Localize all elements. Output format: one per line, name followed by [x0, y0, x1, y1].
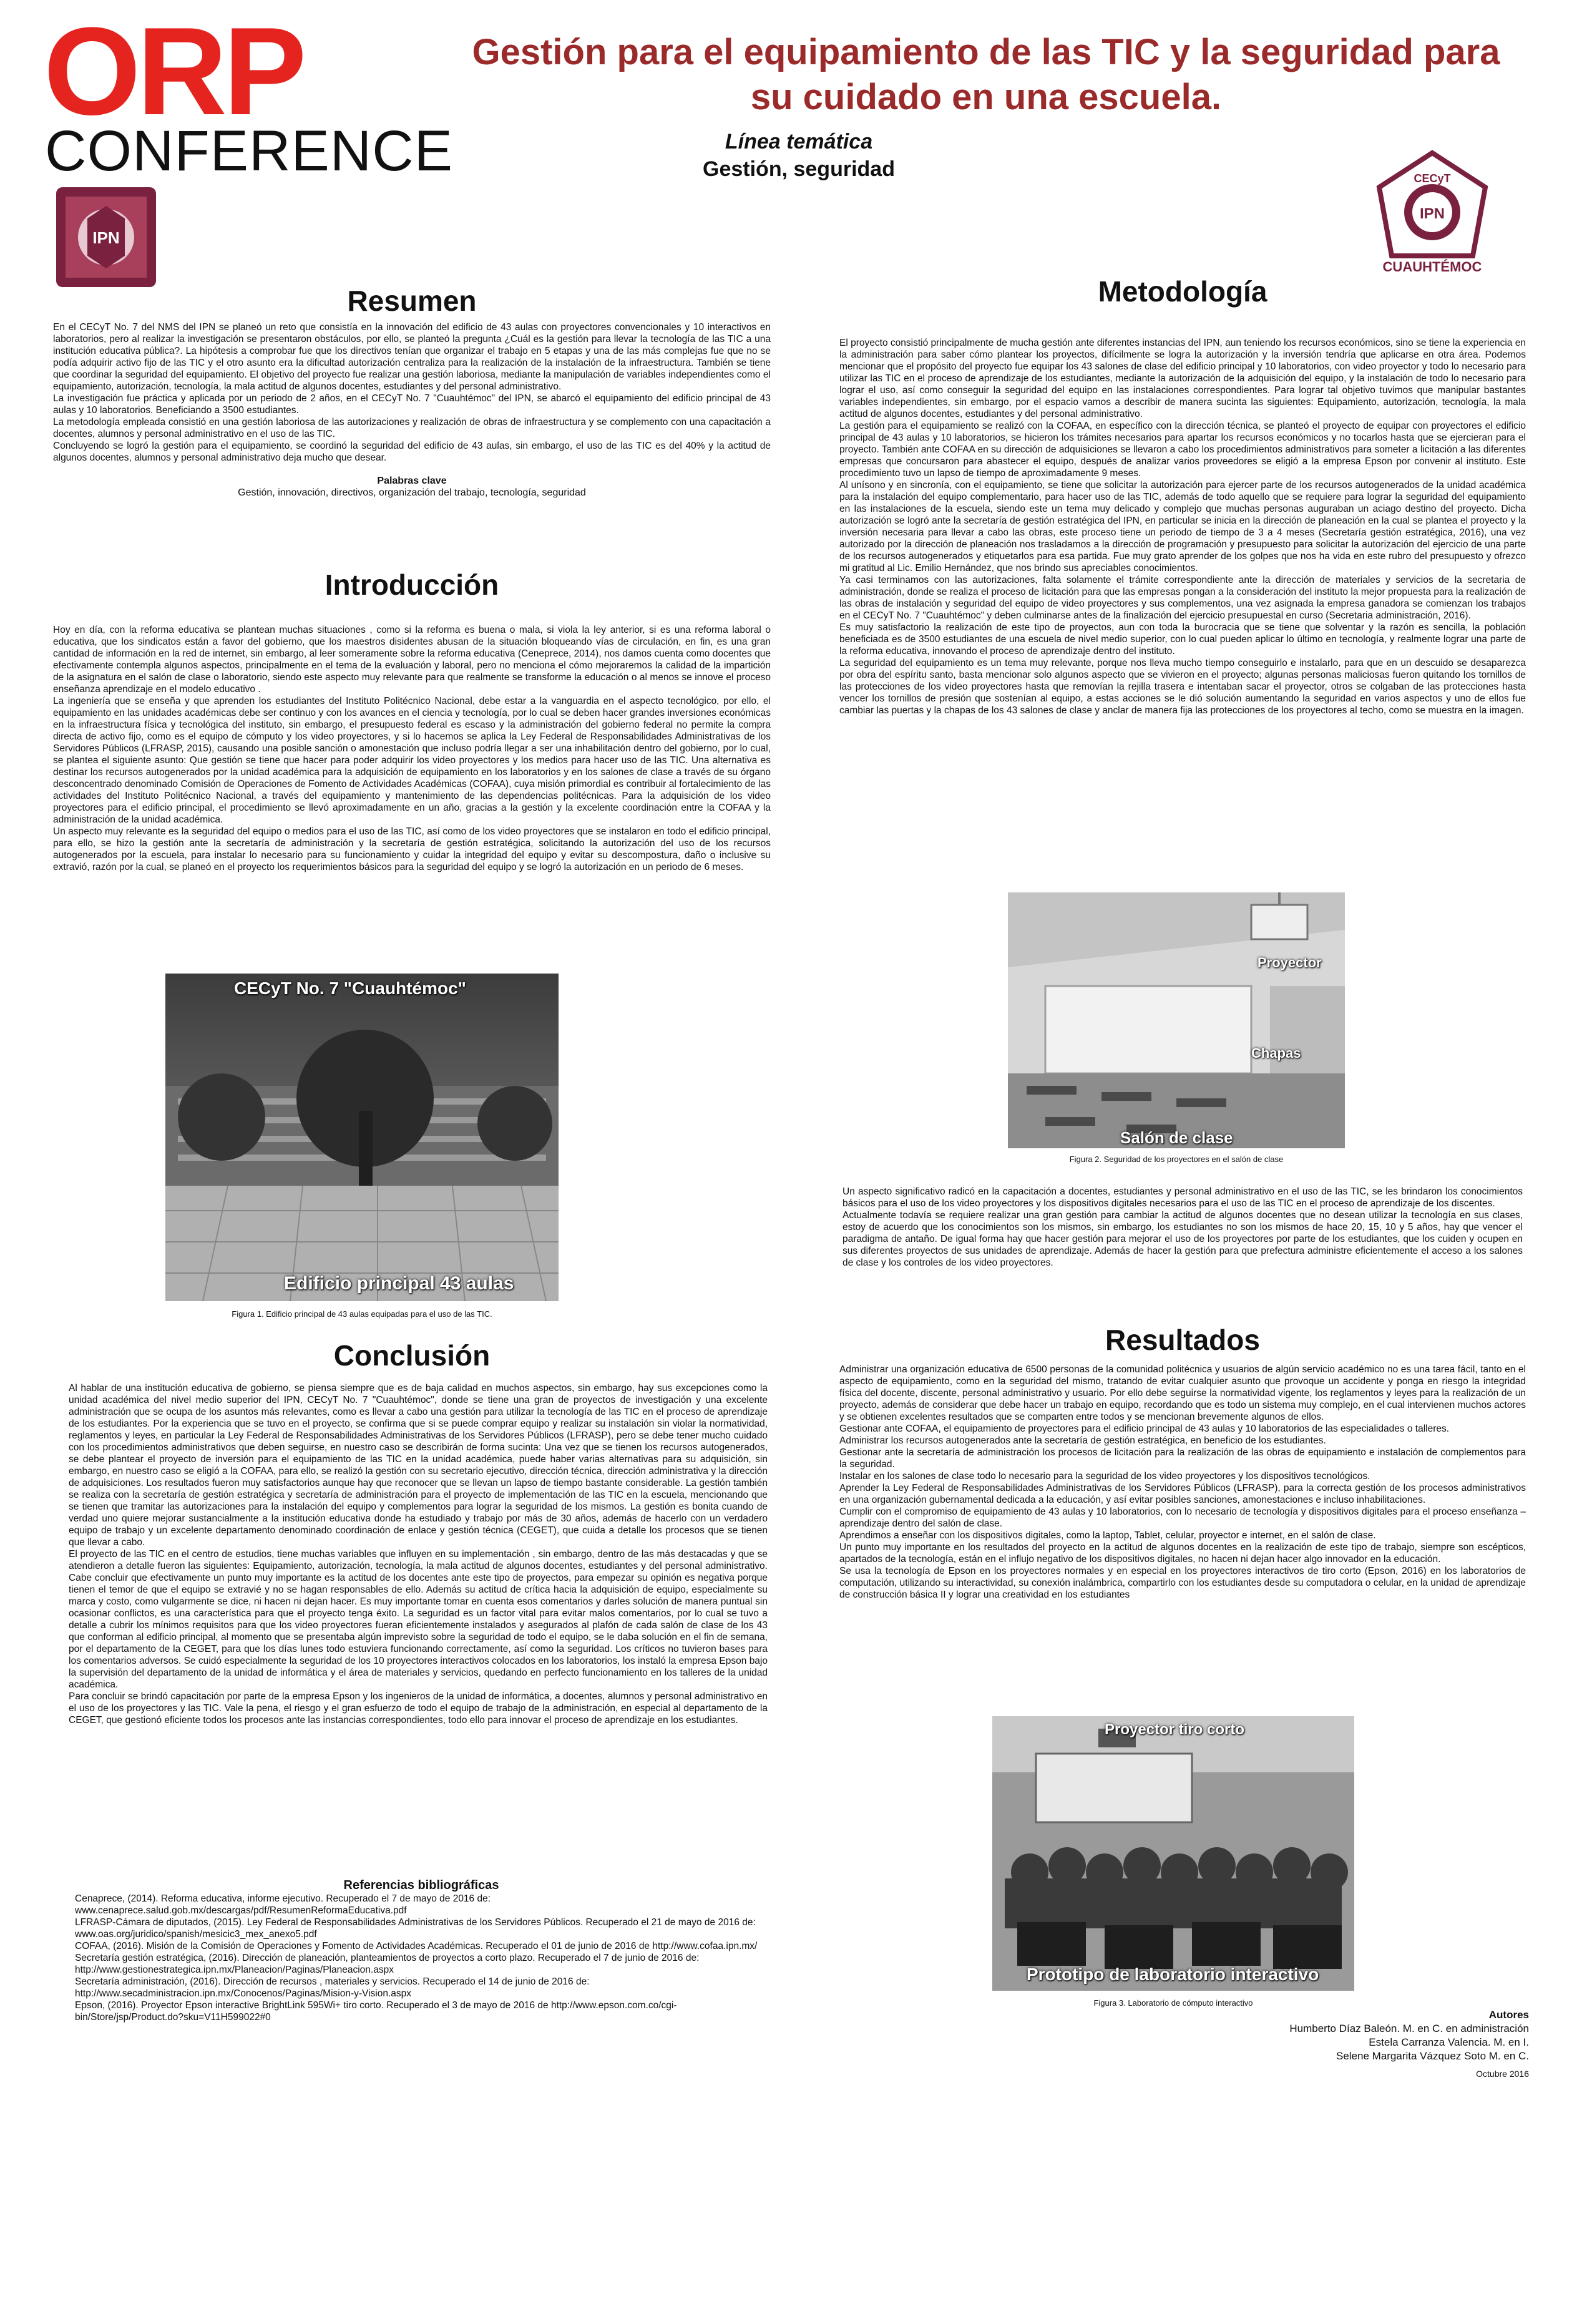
introduccion-paragraph: Un aspecto muy relevante es la seguridad del equipo o medios para el uso de las TIC, así como de los video proyectores que se instalaron en todo el edificio principal, para ello, se hizo la gestión ante la secretaría de administración y la secretaría de gestión estratégica, solicitando la autorización del uso de los recursos autogenerados por la escuela, para instalar lo necesario para su funcionamiento y cuidar la integridad del equipo y evitar su descompostura, daño o inclusive su extravió, razón por la cual, se planeó en el proyecto los requerimientos básicos para la seguridad del equipo y se logró la autorización en un periodo de 6 meses.: [53, 826, 771, 872]
orp-logo: ORP: [44, 2, 303, 141]
figure3-photo: [992, 1716, 1354, 1991]
lab-image: [992, 1716, 1354, 1991]
figure2-label-room: Salón de clase: [1120, 1128, 1233, 1147]
metodologia-paragraph: Ya casi terminamos con las autorizaciones, falta solamente el trámite correspondiente ante la dirección de materiales y servicios de la secretaria de administración, donde se realiza el proceso de licitación para que las empresas pongan a la consideración del instituto la mejor propuesta para la realización de las obras de instalación y seguridad del equipo de video proyectores y sus complementos, una vez asignada la empresa ganadora se comienzan los trabajos en el CECyT No. 7 "Cuauhtémoc" y deben culminarse antes de la finalización del ejercicio presupuestal en curso (Secretaria administración, 2016).: [839, 575, 1526, 621]
resultados-paragraph: Administrar los recursos autogenerados ante la secretaría de gestión estratégica, en beneficio de los estudiantes.: [839, 1435, 1326, 1446]
figure1-label-top: CECyT No. 7 "Cuauhtémoc": [234, 979, 466, 998]
svg-text:CECyT: CECyT: [1414, 172, 1451, 185]
authors-heading: Autores: [1488, 2009, 1529, 2021]
reference-item: Secretaría administración, (2016). Dirección de recursos , materiales y servicios. Recuperado el 14 de junio de 2016 de: http://www.secadministracion.ipn.mx/Conocenos/Paginas/Mision-y-Vision.aspx: [75, 1976, 590, 1999]
cecyt-emblem-icon: [1373, 150, 1492, 275]
author-name: Estela Carranza Valencia. M. en I.: [1369, 2036, 1529, 2048]
resumen-heading: Resumen: [347, 285, 477, 317]
figure3-label-bottom: Prototipo de laboratorio interactivo: [1027, 1965, 1319, 1984]
resultados-paragraph: Gestionar ante COFAA, el equipamiento de proyectores para el edificio principal de 43 aulas y 10 laboratorios de las especialidades o talleres.: [839, 1423, 1450, 1434]
metodologia-paragraph: Al unísono y en sincronía, con el equipamiento, se tiene que solicitar la autorización para ejercer parte de los recursos autogenerados de la unidad académica para la instalación del equipo complementario, para hacer uso de las TIC, además de todo aquello que se requiere para lograr la seguridad del equipamiento en las instalaciones de la escuela, siendo este un tema muy delicado y complejo que muchas personas auguraban un aciago destino del proyecto. Dicha autorización se logró ante la secretaría de gestión estratégica del IPN, en particular se inicia en la dirección de planeación en la cual se plantea el proyecto y la inversión necesaria para llevar a cabo las obras, este proceso tiene un periodo de tiempo de 3 a 4 meses (Secretaría gestión estratégica, 2016), una vez autorizado por la dirección de planeación nos trasladamos a la dirección de programación y presupuesto para solicitar la autorización del ejercicio de una parte de los recursos autogenerados y etiquetarlos para esa partida. Fue muy grato aprender de los golpes que nos ha vida en este rubro del presupuesto y ofrezco mi gratitud al Lic. Emilio Hernández, que nos brindo sus apreciables conocimientos.: [839, 480, 1526, 574]
resultados-body: [839, 1364, 1526, 1601]
figure3-caption: Figura 3. Laboratorio de cómputo interactivo: [1093, 1998, 1253, 2008]
metodologia-paragraph: Un aspecto significativo radicó en la capacitación a docentes, estudiantes y personal administrativo en el uso de las TIC, se les brindaron los conocimientos básicos para el uso de los video proyectores y los dispositivos digitales necesarios para el uso de las TIC en el proceso de aprendizaje de los discentes.: [842, 1186, 1523, 1209]
poster-title: Gestión para el equipamiento de las TIC y la seguridad para su cuidado en una escuela.: [472, 32, 1500, 117]
figure1-caption: Figura 1. Edificio principal de 43 aulas equipadas para el uso de las TIC.: [232, 1309, 492, 1319]
resultados-paragraph: Un punto muy importante en los resultados del proyecto en la actitud de algunos docentes en la realización de este tipo de trabajo, siempre son escépticos, apartados de la tecnología, están en el influjo negativo de los dispositivos digitales, no hacen ni dejan hacer algo innovador en la educación.: [839, 1542, 1526, 1565]
resumen-paragraph: En el CECyT No. 7 del NMS del IPN se planeó un reto que consistía en la innovación del edificio de 43 aulas con proyectores convencionales y 10 interactivos en laboratorios, pero al realizar la investigación se presentaron obstáculos, por ello, se planteó la pregunta ¿Cuál es la gestión para llevar la tecnología de las TIC a una institución educativa pública?. La hipótesis a comprobar fue que los directivos tenían que organizar el trabajo en 5 etapas y una de las más complejas fue que no se podía adquirir activo fijo de las TIC y el otro asunto era la dificultad autorización centraliza para la realización de la instalación de la infraestructura. También se tiene que coordinar la seguridad del equipamiento. El objetivo del proyecto fue realizar una gestión laboriosa, mediante la manipulación de variables independientes como el equipamiento, autorización, tecnología, la mala actitud de algunos docentes, estudiantes y del personal administrativo.: [53, 322, 771, 392]
metodologia-body-2: [842, 1186, 1523, 1269]
classroom-image: [1008, 892, 1345, 1148]
resultados-paragraph: Administrar una organización educativa de 6500 personas de la comunidad politécnica y usuarios de algún servicio académico no es una tarea fácil, tanto en el aspecto de equipamiento, como en la seguridad del mismo, tratando de evitar cualquier asunto que provoque un accidente y ponga en riesgo la integridad física del docente, discente, personal administrativo y usuario. Por ello debe seguirse la normatividad vigente, los reglamentos y leyes para la realización de un proyecto, además de considerar que debe hacer un trabajo en equipo, recordando que es todo un sistema muy complejo, en el cual intervienen muchos actores y se obtienen excelentes resultados que se comparten entre todos y se mencionan brevemente algunos de ellos.: [839, 1364, 1526, 1422]
resultados-heading: Resultados: [1105, 1324, 1260, 1356]
thematic-line: [612, 128, 986, 183]
conference-logo-text: CONFERENCE: [45, 119, 454, 183]
references-heading: Referencias bibliográficas: [343, 1878, 499, 1892]
figure3-label-top: Proyector tiro corto: [1105, 1721, 1245, 1738]
building-image: [165, 974, 559, 1301]
poster-date: Octubre 2016: [1476, 2069, 1529, 2079]
figure2-photo: [1008, 892, 1345, 1148]
figure2-label-projector: Proyector: [1257, 955, 1322, 970]
resultados-paragraph: Aprendimos a enseñar con los dispositivos digitales, como la laptop, Tablet, celular, proyector e internet, en el salón de clase.: [839, 1530, 1376, 1541]
metodologia-heading: Metodología: [1098, 275, 1267, 308]
author-name: Humberto Díaz Baleón. M. en C. en administración: [1289, 2023, 1529, 2034]
authors-block: [1179, 2008, 1529, 2081]
reference-item: COFAA, (2016). Misión de la Comisión de Operaciones y Fomento de Actividades Académicas. Recuperado el 01 de junio de 2016 de http://www.cofaa.ipn.mx/: [75, 1941, 758, 1951]
conclusion-body: [69, 1382, 768, 1726]
resultados-paragraph: Gestionar ante la secretaría de administración los procesos de licitación para la realización de las obras de equipamiento e instalación de complementos para la seguridad.: [839, 1447, 1526, 1470]
svg-text:CUAUHTÉMOC: CUAUHTÉMOC: [1382, 259, 1482, 275]
resumen-body: [53, 321, 771, 499]
keywords: Gestión, innovación, directivos, organización del trabajo, tecnología, seguridad: [238, 487, 586, 498]
conclusion-paragraph: Al hablar de una institución educativa de gobierno, se piensa siempre que es de baja calidad en muchos aspectos, sin embargo, hay sus excepciones como la unidad académica del nivel medio superior del IPN, CECyT No. 7 "Cuauhtémoc", donde se tiene una gran de proyectos de investigación y una excelente administración que se ocupa de los asuntos más relevantes, como es llevar a cabo una gestión para utilizar la tecnología de las TIC en el proceso de aprendizaje de los estudiantes. Por la experiencia que se tuvo en el proyecto, se confirma que si se puede comprar equipo y realizar su instalación sin violar la normatividad, reglamentos y leyes, en particular la Ley Federal de Responsabilidades Administrativas de los Servidores Públicos (LFRASP), pero se debe tener mucho cuidado con los procedimientos administrativos que deben seguirse, en nuestro caso se describirán de forma sucinta: Una vez que se tienen los recursos autogenerados, se debe plantear el proyecto de inversión para el equipamiento de las TIC en la unidad académica, puede haber varias alternativas para su adquisición, sin embargo, en nuestro caso se eligió a la COFAA, para ello, se realizó la gestión con su secretario ejecutivo, dirección técnica, dirección administrativa y la dirección de adquisiciones. Los resultados fueron muy satisfactorios aunque hay que reconocer que se llevan un lapso de tiempo bastante considerable. La gestión también se realiza con la secretaría de gestión estratégica y secretaría de administración para el proyecto de implementación de las TIC en la escuela, mencionando que se tienen que tramitar las autorizaciones para la instalación del equipo y complementos para lograr la seguridad de los mismos. La gestión es bonita cuando de verdad uno quiere mejorar sustancialmente a la institución educativa donde ha estudiado y trabajo por más de 30 años, además de hacerlo con un verdadero equipo de trabajo y un excelente departamento denominado coordinación de enlace y gestión técnica (CEGET), que cuida a detalle los procesos que se tienen que llevar a cabo.: [69, 1383, 768, 1548]
figure1-label-bottom: Edificio principal 43 aulas: [284, 1273, 514, 1294]
ipn-emblem-icon: [44, 181, 168, 293]
reference-item: Epson, (2016). Proyector Epson interactive BrightLink 595Wi+ tiro corto. Recuperado el 3 de mayo de 2016 de http://www.epson.com.co/cgi-bin/Store/jsp/Product.do?sku=V11H599022#0: [75, 2000, 677, 2023]
resultados-paragraph: Instalar en los salones de clase todo lo necesario para la seguridad de los video proyectores y los dispositivos tecnológicos.: [839, 1471, 1370, 1482]
introduccion-heading: Introducción: [325, 569, 499, 601]
metodologia-paragraph: El proyecto consistió principalmente de mucha gestión ante diferentes instancias del IPN, aun teniendo los recursos económicos, sino se tiene la experiencia en la administración para saber cómo plantear los proyectos, difícilmente se logra la autorización y la inversión tendría que aplicarse en otra área. Podemos mencionar que el propósito del proyecto fue equipar los 43 salones de clase del edificio principal y 10 laboratorios, con video proyector y todo lo necesario para utilizar las TIC en el proceso de aprendizaje de los estudiantes, mediante la autorización de la adquisición del equipo, y la instalación de todo lo necesario para lograr el uso, así como conseguir la seguridad del equipo en las instalaciones correspondientes. Para lograr tal objetivo tuvimos que manipular bastantes variables independientes, sin embargo, por el espacio vamos a describir de manera sucinta las siguientes: Equipamiento, autorización, tecnología, la mala actitud de algunos docentes, estudiantes y del personal administrativo.: [839, 338, 1526, 419]
figure1-photo: [165, 974, 559, 1301]
introduccion-paragraph: Hoy en día, con la reforma educativa se plantean muchas situaciones , como si la reforma es buena o mala, si viola la ley anterior, si es una reforma laboral o educativa, que los sindicatos están a favor del gobierno, que los maestros disidentes abusan de la situación bloqueando vías de circulación, en fin, es una gran cantidad de información en la red de internet, sin embargo, al leer someramente sobre la reforma educativa (Ceneprece, 2014), nos damos cuenta como docentes que efectivamente contempla algunos aspectos, principalmente en el tema de la evaluación y laboral, pero no menciona el cómo mejoraremos la calidad de la impartición de la asignatura en el salón de clase o laboratorio, siendo este aspecto muy relevante para que realmente se transforme la educación o al menos se innove el proceso enseñanza aprendizaje en el modelo educativo .: [53, 625, 771, 695]
reference-item: Secretaría gestión estratégica, (2016). Dirección de planeación, planteamientos de proyectos a corto plazo. Recuperado el 7 de junio de 2016 de: http://www.gestionestrategica.ipn.mx/Planeacion/Paginas/Planeacion.aspx: [75, 1953, 700, 1975]
conclusion-paragraph: El proyecto de las TIC en el centro de estudios, tiene muchas variables que influyen en su implementación , sin embargo, dentro de las más destacadas y que se atendieron a detalle fueron las siguientes: Equipamiento, autorización, tecnología, la mala actitud de algunos docentes, estudiantes y del personal administrativo. Cabe concluir que efectivamente un punto muy importante es la actitud de los docentes ante este tipo de proyectos, para empezar su opinión es negativa porque tienen el temor de que el equipo se extravié y no se hagan responsables de ello. Además su actitud de crítica hacia la adquisición de equipo, especialmente su marca y costo, como vulgarmente se dice, ni hacen ni dejan hacer. Es muy importante tomar en cuenta esos comentarios y darles solución de manera puntual sin ocasionar conflictos, es una característica para que el proyecto tenga éxito. La seguridad es un factor vital para evitar malos comentarios, por lo cual se tuvo a detalle a cubrir los mínimos requisitos para que los video proyectores fueran eficientemente instalados y asegurados al plafón de cada salón de clase de los 43 que conforman al edificio principal, al momento que se presentaba algún imprevisto sobre la seguridad de todo el equipo, se le daba solución en el fin de semana, por el departamento de la CEGET, para que los días lunes todo estuviera funcionando correctamente, así como la seguridad. Los críticos no tuvieron bases para los comentarios adversos. Se cuidó especialmente la seguridad de los 10 proyectores interactivos colocados en los laboratorios, los instaló la empresa Epson bajo la supervisión del departamento de la unidad de informática y el área de materiales y servicios, quedando en perfecto funcionamiento en los talleres de la unidad académica.: [69, 1549, 768, 1690]
keywords-title: Palabras clave: [377, 476, 447, 486]
resultados-paragraph: Cumplir con el compromiso de equipamiento de 43 aulas y 10 laboratorios, con lo necesario de tecnología y dispositivos digitales para el proceso enseñanza – aprendizaje dentro del salón de clase.: [839, 1506, 1526, 1529]
metodologia-paragraph: La gestión para el equipamiento se realizó con la COFAA, en específico con la dirección técnica, se planteó el proyecto de equipar con proyectores el edificio principal de 43 aulas y 10 laboratorios, se hicieron los trámites necesarios para apartar los recursos económicos y no tocarlos hasta que se ejercieran para el proyecto. También ante COFAA en su dirección de adquisiciones se llevaron a cabo los procedimientos administrativos para someter a licitación a las diferentes empresas que concursaron para abastecer el equipo, después de analizar varios proveedores se eligió a la empresa Epson por convenir al instituto. Este procedimiento tuvo un lapso de tiempo de aproximadamente 9 meses.: [839, 421, 1526, 479]
thematic-line-value: Gestión, seguridad: [703, 157, 895, 181]
svg-text:IPN: IPN: [92, 228, 120, 247]
metodologia-paragraph: La seguridad del equipamiento es un tema muy relevante, porque nos lleva mucho tiempo conseguirlo e instalarlo, para que en un descuido se desaparezca por obra del espíritu santo, basta mencionar solo algunos aspecto que se vivieron en el proyecto; algunas personas maliciosas fueron quitando los tornillos de las protecciones de los video proyectores hasta que removían la rejilla trasera e intentaban sacar el proyector, otros se colgaban de las protecciones hasta vencer los tornillos de presión que sostenían al equipo, a estas acciones se le dió solución aumentando la seguridad en varios aspectos y uno de ellos fue cambiar las puertas y la chapas de los 43 salones de clase y anclar de manera fija las protecciones de los proyectores al techo, como se muestra en la imagen.: [839, 658, 1526, 716]
resultados-paragraph: Aprender la Ley Federal de Responsabilidades Administrativas de los Servidores Públicos (LFRASP), para la correcta gestión de los procesos administrativos en una organización gubernamental dedicada a la educación, y así evitar posibles sanciones, amonestaciones e incluso inhabilitaciones.: [839, 1483, 1526, 1505]
svg-text:IPN: IPN: [1419, 205, 1445, 222]
metodologia-paragraph: Es muy satisfactorio la realización de este tipo de proyectos, aun con toda la burocracia que se tiene que solventar y la razón es sencilla, la población beneficiada es de 3500 estudiantes de una escuela de nivel medio superior, con lo cual pueden aplicar lo último en tecnología, y realmente lograr una parte de la reforma educativa, innovando el proceso de aprendizaje dentro del instituto.: [839, 622, 1526, 657]
thematic-line-label: Línea temática: [725, 130, 873, 154]
resultados-paragraph: Se usa la tecnología de Epson en los proyectores normales y en especial en los proyectores interactivos de tiro corto (Epson, 2016) en los laboratorios de computación, utilizando su interactividad, su conexión inalámbrica, compartirlo con los estudiantes desde su computadora o celular, en la unidad de aprendizaje de construcción básica II y lograr una creatividad en los estudiantes: [839, 1566, 1526, 1600]
resumen-paragraph: La investigación fue práctica y aplicada por un periodo de 2 años, en el CECyT No. 7 "Cuauhtémoc" del IPN, se abarcó el equipamiento del edificio principal de 43 aulas y 10 laboratorios. Beneficiando a 3500 estudiantes.: [53, 393, 771, 416]
metodologia-body: [839, 337, 1526, 716]
reference-item: LFRASP-Cámara de diputados, (2015). Ley Federal de Responsabilidades Administrativas de los Servidores Públicos. Recuperado el 21 de mayo de 2016 de: www.oas.org/juridico/spanish/mesicic3_mex_anexo5.pdf: [75, 1917, 756, 1940]
conclusion-heading: Conclusión: [333, 1339, 491, 1372]
author-name: Selene Margarita Vázquez Soto M. en C.: [1336, 2050, 1529, 2062]
figure2-label-locks: Chapas: [1251, 1045, 1301, 1061]
figure2-caption: Figura 2. Seguridad de los proyectores en el salón de clase: [1069, 1155, 1284, 1164]
introduccion-body: [53, 624, 771, 873]
introduccion-paragraph: La ingeniería que se enseña y que aprenden los estudiantes del Instituto Politécnico Nacional, debe estar a la vanguardia en el aspecto tecnológico, por ello, el equipamiento en las unidades académicas debe ser continuo y con los avances en el ciencia y tecnología, por lo cual se deben hacer grandes inversiones económicas en la infraestructura física y tecnológica del instituto, sin embargo, el presupuesto federal es escaso y la administración del gobierno federal no permite la compra directa de activo fijo, como es el equipo de cómputo y los video proyectores, y si lo hacemos se aplica la Ley Federal de Responsabilidades Administrativas de los Servidores Públicos (LFRASP, 2015), causando una posible sanción o amonestación que incluso podría llegar a ser una inhabilitación dentro del gobierno, por lo cual, se plantea el siguiente asunto: Que gestión se tiene que hacer para poder adquirir los video proyectores y los medios para hacer uso de las TIC. Una alternativa es destinar los recursos autogenerados por la unidad académica para la adquisición de equipamiento en los laboratorios y en los salones de clase a través de su órgano desconcentrado denominado Comisión de Operaciones de Fomento de Actividades Académicas (COFAA), cuya misión primordial es contribuir al fortalecimiento de las actividades del Instituto Politécnico Nacional, a través del equipamiento y mantenimiento de las dependencias politécnicas. Para la adquisición de los video proyectores para el edificio principal, el procedimiento se llevó aproximadamente en un año, gracias a la gestión y la excelente coordinación entre la COFAA y la administración de la unidad académica.: [53, 696, 771, 825]
references: [75, 1878, 768, 2023]
resumen-paragraph: Concluyendo se logró la gestión para el equipamiento, se coordinó la seguridad del edificio de 43 aulas, sin embargo, el uso de las TIC es del 40% y la actitud de algunos docentes, alumnos y personal administrativo deja mucho que desear.: [53, 441, 771, 463]
reference-item: Cenaprece, (2014). Reforma educativa, informe ejecutivo. Recuperado el 7 de mayo de 2016 de: www.cenaprece.salud.gob.mx/descargas/pdf/ResumenReformaEducativa.pdf: [75, 1893, 491, 1916]
resumen-paragraph: La metodología empleada consistió en una gestión laboriosa de las autorizaciones y realización de obras de infraestructura y se complemento con una capacitación a docentes, alumnos y personal administrativo en el uso de las TIC.: [53, 417, 771, 439]
metodologia-paragraph: Actualmente todavía se requiere realizar una gran gestión para cambiar la actitud de algunos docentes que no desean utilizar la tecnología en sus clases, estoy de acuerdo que los conocimientos son los mismos, sin embargo, los estudiantes no son los mismos de hace 20, 15, 10 y 5 años, hay que vencer el paradigma de antaño. De igual forma hay que hacer gestión para mejorar el uso de los proyectores por parte de los estudiantes, que los cuiden y ocupen en sus diferentes proyectos de sus unidades de aprendizaje. Además de hacer la gestión para que prefectura administre eficientemente el acceso a los salones de clase y los controles de los video proyectores.: [842, 1210, 1523, 1268]
conclusion-paragraph: Para concluir se brindó capacitación por parte de la empresa Epson y los ingenieros de la unidad de informática, a docentes, alumnos y personal administrativo en el uso de los proyectores y las TIC. Vale la pena, el riesgo y el gran esfuerzo de todo el equipo de trabajo de la administración, en especial al departamento de la CEGET, que gestionó eficiente todos los procesos ante las instancias correspondientes, todo ello para innovar el proceso de aprendizaje en los estudiantes.: [69, 1691, 768, 1726]
